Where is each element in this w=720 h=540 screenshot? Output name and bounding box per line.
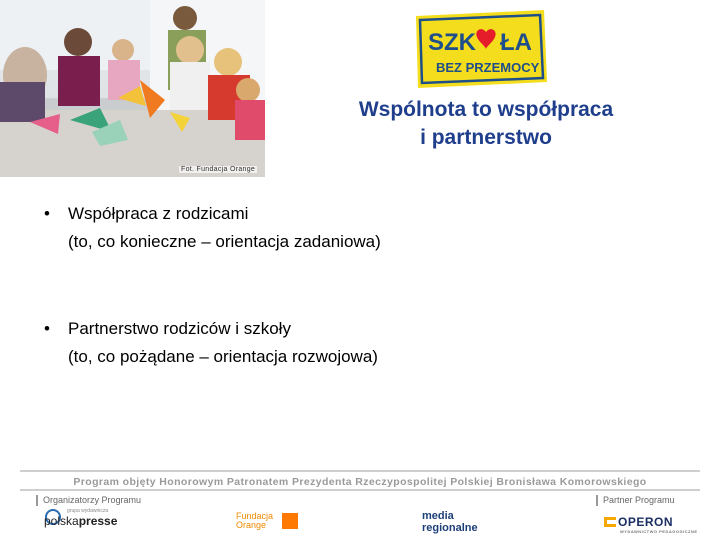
bullet-list	[44, 200, 644, 371]
svg-text:SZK: SZK	[428, 29, 476, 56]
footer-divider-top	[20, 470, 700, 472]
bullet-item-cooperation	[44, 200, 644, 256]
szkola-bez-przemocy-logo	[414, 10, 548, 90]
bullet-subtext: (to, co konieczne – orientacja zadaniowa)	[68, 232, 381, 251]
bullet-text: Współpraca z rodzicami	[68, 204, 249, 223]
svg-text:BEZ PRZEMOCY: BEZ PRZEMOCY	[436, 60, 540, 75]
photo-credit: Fot. Fundacja Orange	[181, 166, 256, 173]
media-regionalne-logo: media regionalne	[422, 510, 478, 534]
bullet-text: Partnerstwo rodziców i szkoły	[68, 319, 291, 338]
header-photo	[0, 0, 265, 177]
bullet-subtext: (to, co pożądane – orientacja rozwojowa)	[68, 347, 378, 366]
organizers-label: Organizatorzy Programu	[36, 495, 141, 506]
title-line-1: Wspólnota to współpraca	[358, 98, 614, 121]
bullet-item-partnership	[44, 315, 644, 371]
patronage-text: Program objęty Honorowym Patronatem Prezydenta Rzeczypospolitej Polskiej Bronisława Komorowskiego	[73, 476, 647, 488]
title-line-2: i partnerstwo	[420, 126, 552, 149]
operon-mark-icon	[604, 517, 616, 527]
bullet-marker: •	[44, 204, 50, 223]
polskapresse-logo	[44, 508, 124, 536]
children-origami-photo	[0, 0, 265, 177]
svg-text:ŁA: ŁA	[500, 29, 532, 56]
polskapresse-tagline: grupa wydawnicza	[67, 508, 109, 514]
operon-logo: OPERON WYDAWNICTWO PEDAGOGICZNE	[604, 515, 673, 529]
partner-label: Partner Programu	[596, 495, 675, 506]
bullet-marker: •	[44, 319, 50, 338]
footer-divider-bottom	[20, 489, 700, 491]
fundacja-orange-logo: Fundacja Orange	[236, 512, 273, 530]
slide-title	[300, 96, 672, 152]
orange-square-icon	[282, 513, 298, 529]
polskapresse-wordmark: polskapresse	[44, 514, 118, 528]
